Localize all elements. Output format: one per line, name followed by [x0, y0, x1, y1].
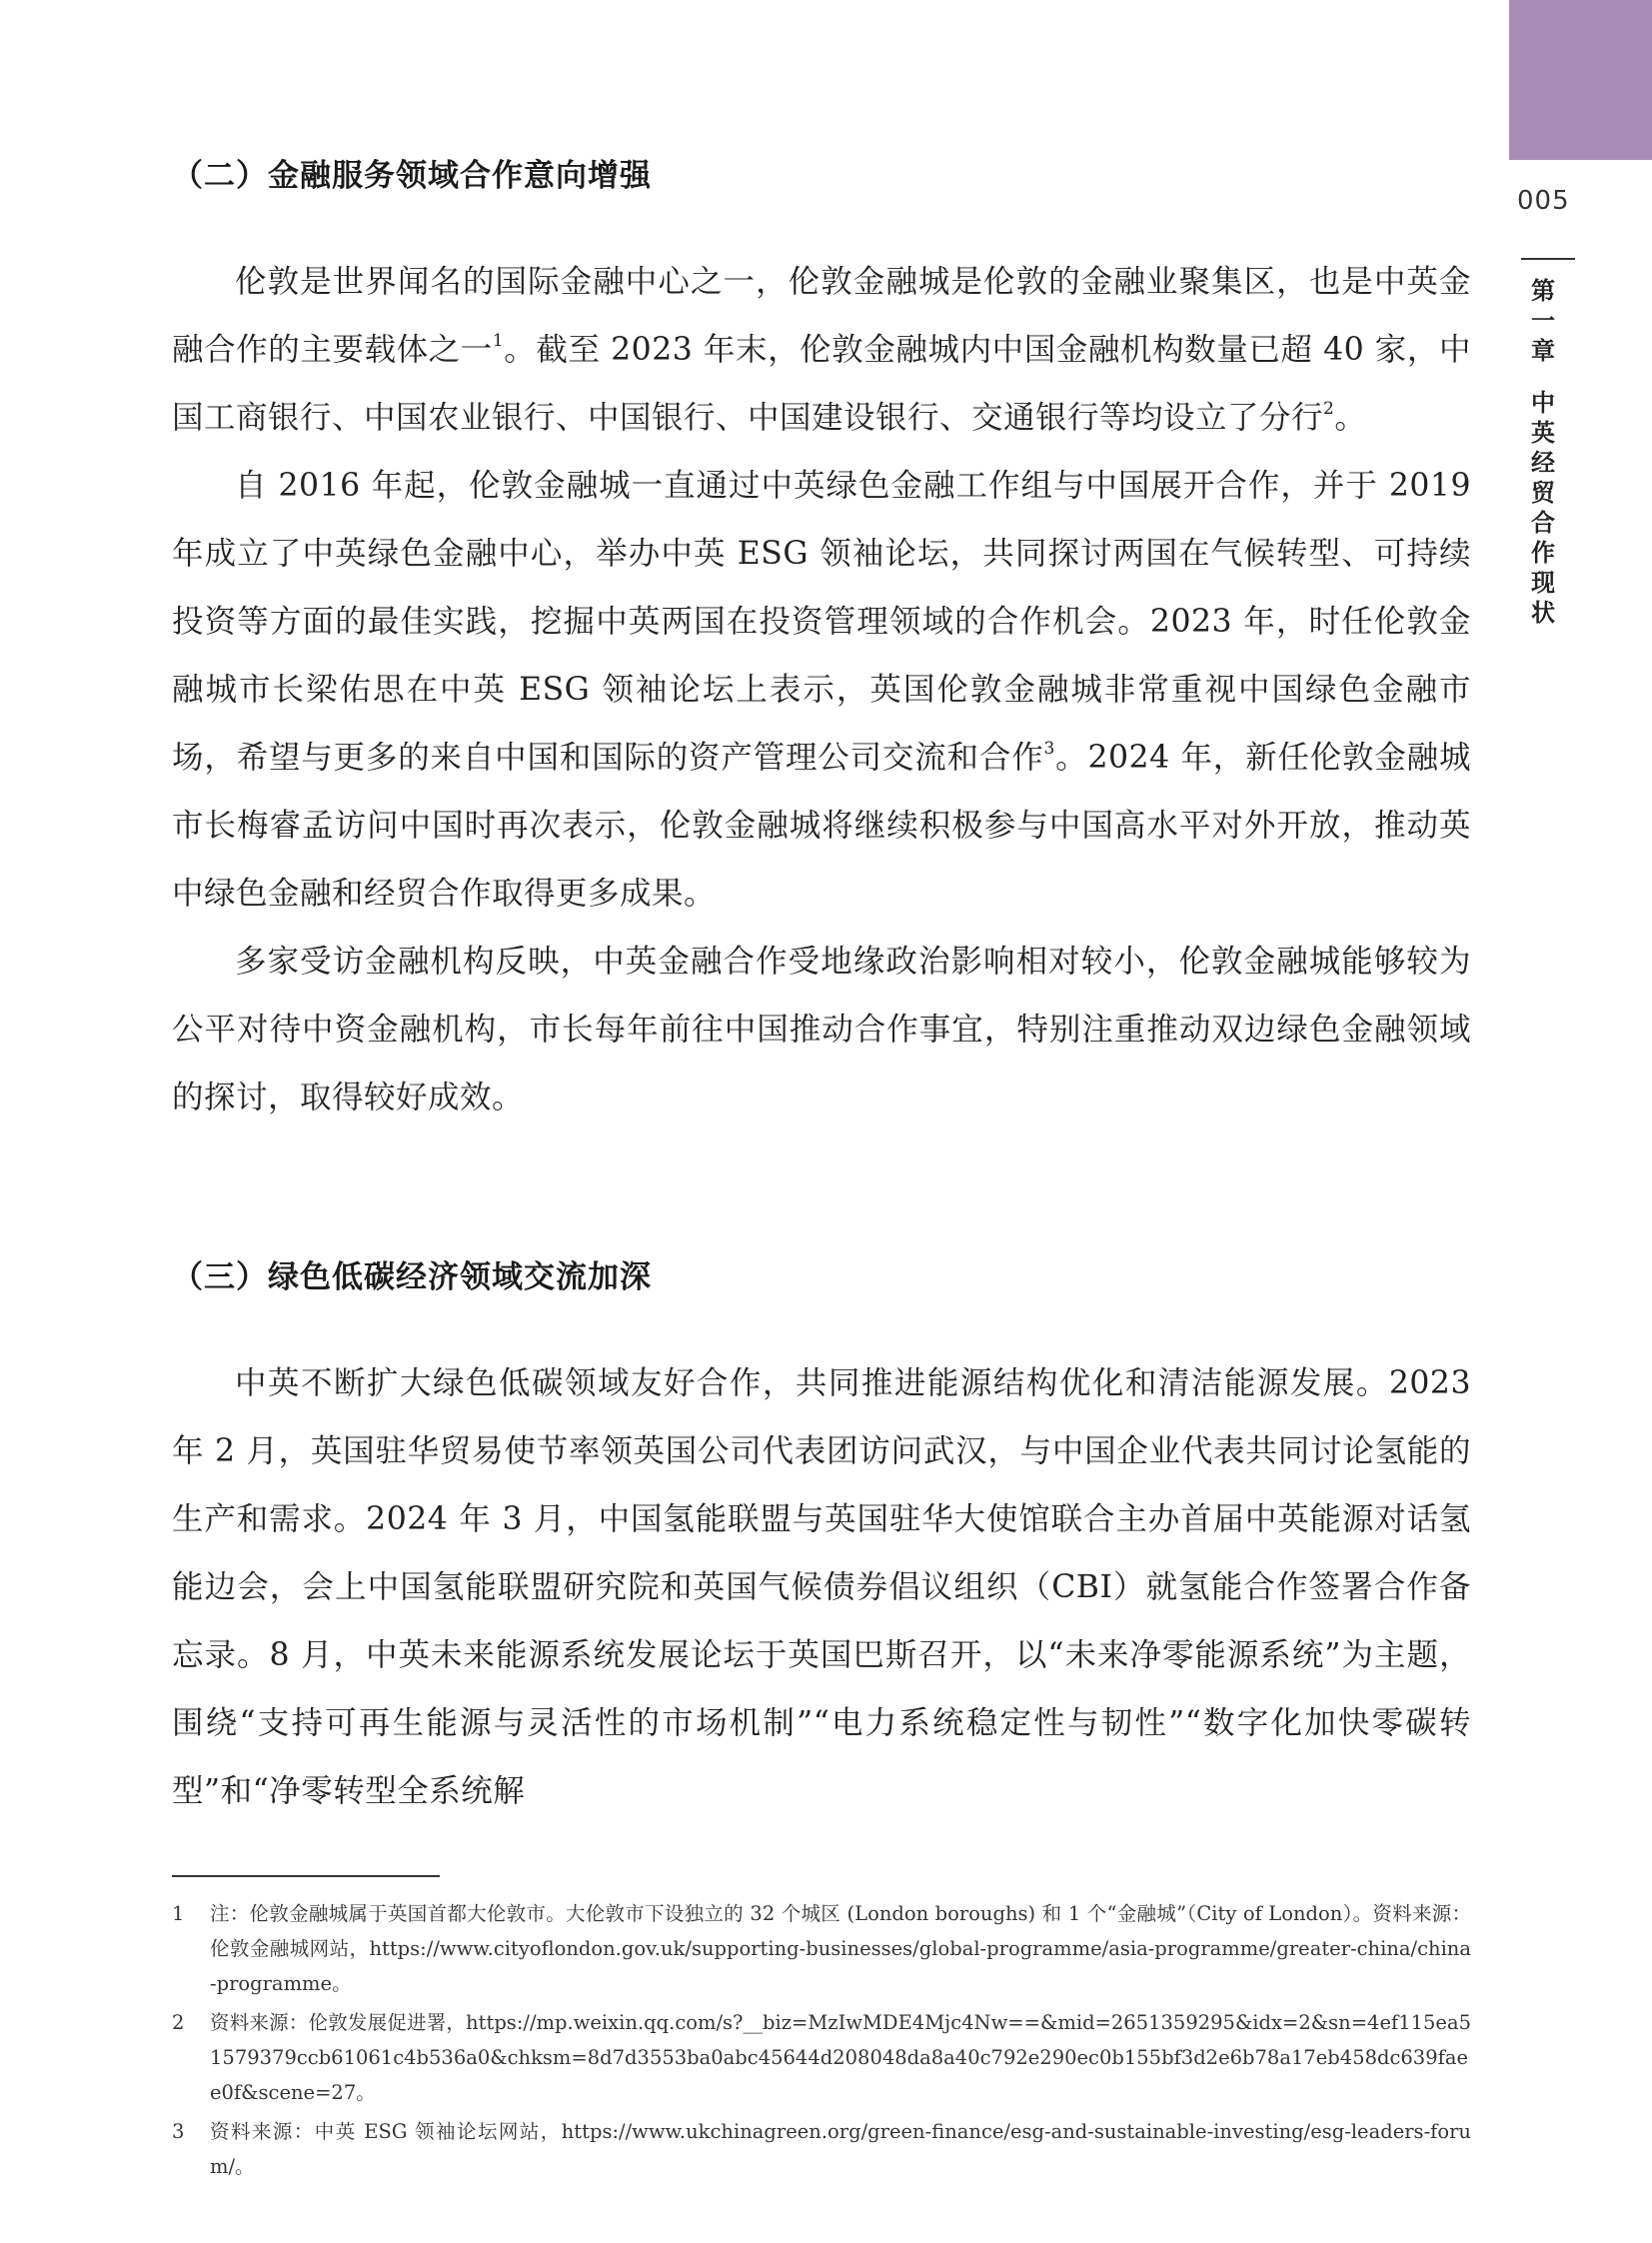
footnote-text: 资料来源：伦敦发展促进署，https://mp.weixin.qq.com/s?__biz=MzIwMDE4Mjc4Nw==&mid=2651359295&idx=2&sn=4ef115ea51579379ccb61061c4b536a0&chksm=8d7d3553ba0abc45644d208048da8a40c792e290ec0b155bf3d2e6b78a17eb458dc639faee0f&scene=27。: [210, 2011, 1471, 2104]
section-heading-green-economy: （三）绿色低碳经济领域交流加深: [172, 1259, 652, 1295]
footnote-divider: [172, 1875, 440, 1877]
paragraph-green-finance: [172, 452, 1471, 928]
paragraph-text: 伦敦是世界闻名的国际金融中心之一，伦敦金融城是伦敦的金融业聚集区，也是中英金融合作的主要载体之一: [172, 264, 1471, 368]
footnote-text: 资料来源：中英 ESG 领袖论坛网站，https://www.ukchinagreen.org/green-finance/esg-and-sustainable-investing/esg-leaders-forum/。: [210, 2120, 1471, 2178]
footnote-text: 注：伦敦金融城属于英国首都大伦敦市。大伦敦市下设独立的 32 个城区 (London boroughs) 和 1 个“金融城”（City of London）。资料来源：伦敦金融城网站，https://www.cityoflondon.gov.uk/supporting-businesses/global-programme/asia-programme/greater-china/china-programme。: [210, 1902, 1471, 1995]
finance-section-body: [172, 248, 1471, 1131]
footnote-item: [172, 1896, 1471, 2001]
footnote-item: [172, 2114, 1471, 2184]
chapter-title-char: 中: [1531, 389, 1555, 417]
section-heading-finance: （二）金融服务领域合作意向增强: [172, 158, 652, 194]
green-section-body: [172, 1349, 1471, 1825]
footnote-number: 1: [172, 1902, 185, 1925]
paragraph-london-finance: [172, 248, 1471, 452]
footnote-ref: 2: [1323, 399, 1335, 419]
footnote-item: [172, 2005, 1471, 2110]
paragraph-text: 。2024 年，新任伦敦金融城市长梅睿孟访问中国时再次表示，伦敦金融城将继续积极参与中国高水平对外开放，推动英中绿色金融和经贸合作取得更多成果。: [172, 740, 1471, 912]
chapter-char: 章: [1531, 337, 1555, 365]
paragraph-text: 。截至 2023 年末，伦敦金融城内中国金融机构数量已超 40 家，中国工商银行、中国农业银行、中国银行、中国建设银行、交通银行等均设立了分行: [172, 332, 1471, 436]
paragraph-text: 。: [1334, 400, 1367, 436]
chapter-title-char: 英: [1531, 419, 1555, 447]
paragraph-text: 自 2016 年起，伦敦金融城一直通过中英绿色金融工作组与中国展开合作，并于 2019 年成立了中英绿色金融中心，举办中英 ESG 领袖论坛，共同探讨两国在气候转型、可持续投资等方面的最佳实践，挖掘中英两国在投资管理领域的合作机会。2023 年，时任伦敦金融城市长梁佑思在中英 ESG 领袖论坛上表示，英国伦敦金融城非常重视中国绿色金融市场，希望与更多的来自中国和国际的资产管理公司交流和合作: [172, 468, 1471, 776]
chapter-title-char: 作: [1531, 539, 1555, 567]
chapter-title-char: 经: [1531, 449, 1555, 477]
paragraph-institutions-feedback: 多家受访金融机构反映，中英金融合作受地缘政治影响相对较小，伦敦金融城能够较为公平对待中资金融机构，市长每年前往中国推动合作事宜，特别注重推动双边绿色金融领域的探讨，取得较好成效。: [172, 944, 1471, 1116]
chapter-title-char: 现: [1531, 569, 1555, 597]
chapter-title-char: 状: [1531, 599, 1555, 627]
footnote-number: 2: [172, 2011, 185, 2034]
page-number: 005: [1517, 186, 1570, 216]
chapter-char: 一: [1531, 307, 1555, 335]
footnote-ref: 3: [1043, 739, 1055, 759]
chapter-char: 第: [1531, 277, 1555, 305]
paragraph-energy-cooperation: 中英不断扩大绿色低碳领域友好合作，共同推进能源结构优化和清洁能源发展。2023 年 2 月，英国驻华贸易使节率领英国公司代表团访问武汉，与中国企业代表共同讨论氢能的生产和需求。2024 年 3 月，中国氢能联盟与英国驻华大使馆联合主办首届中英能源对话氢能边会，会上中国氢能联盟研究院和英国气候债券倡议组织（CBI）就氢能合作签署合作备忘录。8 月，中英未来能源系统发展论坛于英国巴斯召开，以“未来净零能源系统”为主题，围绕“支持可再生能源与灵活性的市场机制”“电力系统稳定性与韧性”“数字化加快零碳转型”和“净零转型全系统解: [172, 1365, 1471, 1809]
chapter-title-char: 合: [1531, 509, 1555, 537]
chapter-vertical-title: [1521, 276, 1565, 628]
footnotes: [172, 1896, 1471, 2188]
chapter-title-char: 贸: [1531, 479, 1555, 507]
sidebar-divider: [1521, 258, 1575, 260]
footnote-ref: 1: [492, 331, 505, 351]
chapter-tab-marker: [1509, 0, 1652, 160]
footnote-number: 3: [172, 2120, 185, 2143]
